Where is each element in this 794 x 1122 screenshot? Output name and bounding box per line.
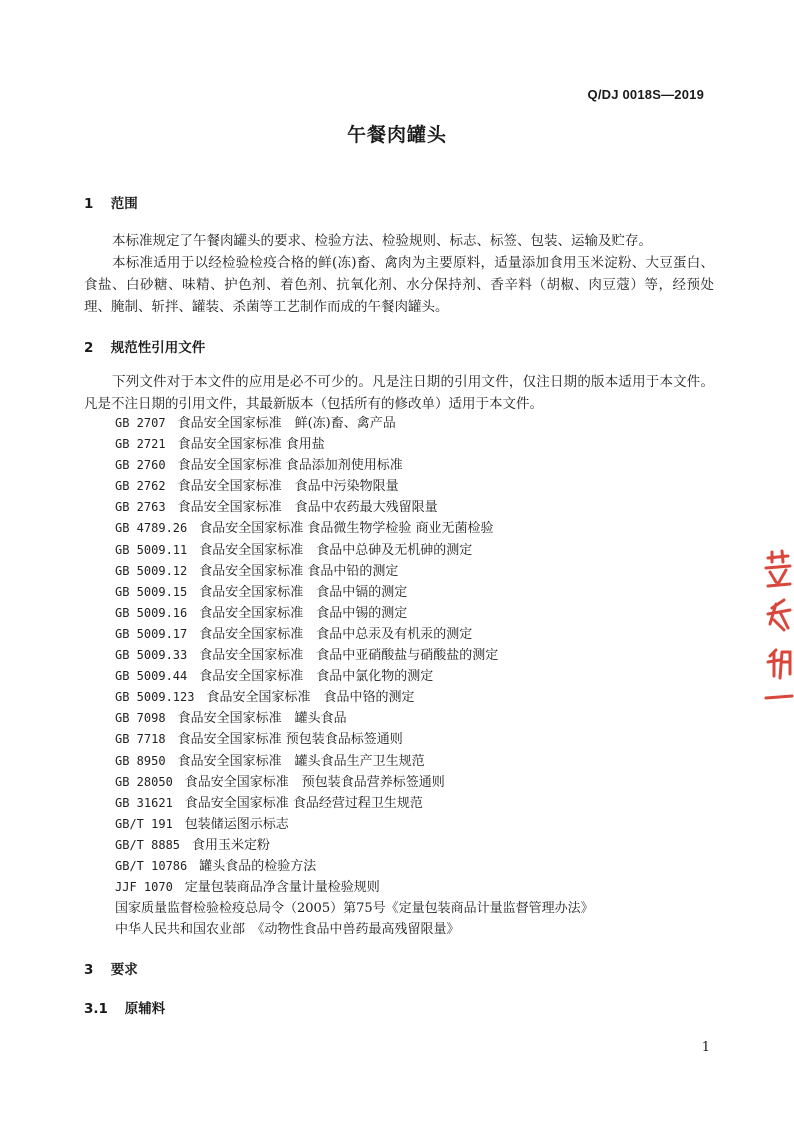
reference-item	[115, 877, 594, 898]
reference-title: 食品安全国家标准 食品中铅的测定	[199, 563, 399, 579]
reference-item	[115, 540, 594, 561]
reference-code: GB 5009.12	[115, 563, 188, 578]
reference-item	[115, 729, 594, 750]
reference-code: GB/T 10786	[115, 858, 188, 873]
reference-code: GB 2763	[115, 500, 166, 515]
reference-title: 罐头食品的检验方法	[199, 858, 317, 874]
section-title: 要求	[110, 962, 138, 978]
reference-item	[115, 772, 594, 793]
reference-code: GB 2721	[115, 437, 166, 452]
reference-title: 中华人民共和国农业部 《动物性食品中兽药最高残留限量》	[115, 922, 460, 938]
reference-item	[115, 624, 594, 645]
reference-title: 食品安全国家标准 食品中氯化物的测定	[199, 669, 434, 685]
reference-item	[115, 413, 594, 434]
reference-code: GB/T 191	[115, 816, 173, 831]
reference-code: GB 2762	[115, 479, 166, 494]
reference-item	[115, 476, 594, 497]
reference-title: 食品安全国家标准 预包装食品营养标签通则	[184, 774, 445, 790]
scope-paragraph-1: 本标准规定了午餐肉罐头的要求、检验方法、检验规则、标志、标签、包装、运输及贮存。	[112, 233, 652, 249]
reference-code: GB 28050	[115, 774, 173, 789]
reference-title: 食品安全国家标准 食品中总砷及无机砷的测定	[199, 542, 473, 558]
section-number: 1	[84, 196, 94, 212]
reference-title: 食品安全国家标准 食品中农药最大残留限量	[177, 500, 438, 516]
reference-title: 食用玉米定粉	[192, 837, 271, 853]
reference-item	[115, 645, 594, 666]
reference-code: GB 7098	[115, 711, 166, 726]
reference-code: GB 31621	[115, 795, 173, 810]
reference-title: 国家质量监督检验检疫总局令（2005）第75号《定量包装商品计量监督管理办法》	[115, 901, 594, 917]
section-heading-requirements	[84, 958, 138, 978]
reference-item	[115, 561, 594, 582]
reference-title: 食品安全国家标准 食品中铬的测定	[206, 690, 415, 706]
reference-item	[115, 666, 594, 687]
reference-code: GB 5009.44	[115, 669, 188, 684]
section-number: 2	[84, 340, 94, 356]
reference-item	[115, 856, 594, 877]
reference-title: 食品安全国家标准 食用盐	[177, 437, 325, 453]
scope-paragraph-2: 本标准适用于以经检验检疫合格的鲜(冻)畜、禽肉为主要原料，适量添加食用玉米淀粉、大豆蛋白、食盐、白砂糖、味精、护色剂、着色剂、抗氧化剂、水分保持剂、香辛料（胡椒、肉豆蔻）等，经预处理、腌制、斩拌、罐装、杀菌等工艺制作而成的午餐肉罐头。	[84, 255, 714, 315]
standard-code: Q/DJ 0018S—2019	[587, 87, 704, 102]
section-title: 规范性引用文件	[110, 340, 206, 356]
reference-code: GB 5009.17	[115, 626, 188, 641]
reference-title: 包装储运图示标志	[184, 816, 289, 832]
section-number: 3	[84, 962, 94, 978]
section-heading-references	[84, 336, 205, 356]
reference-title: 食品安全国家标准 罐头食品生产卫生规范	[177, 753, 425, 769]
reference-code: GB 4789.26	[115, 521, 188, 536]
section-heading-raw-materials	[84, 997, 165, 1017]
references-intro: 下列文件对于本文件的应用是必不可少的。凡是注日期的引用文件，仅注日期的版本适用于本文件。凡是不注日期的引用文件，其最新版本（包括所有的修改单）适用于本文件。	[84, 374, 714, 412]
reference-item	[115, 835, 594, 856]
reference-title: 定量包装商品净含量计量检验规则	[184, 880, 380, 896]
page-number: 1	[701, 1040, 710, 1055]
reference-title: 食品安全国家标准 食品中总汞及有机汞的测定	[199, 626, 473, 642]
section-number: 3.1	[84, 1001, 108, 1017]
reference-item	[115, 814, 594, 835]
reference-code: GB 5009.123	[115, 690, 195, 705]
reference-item	[115, 687, 594, 708]
document-title: 午餐肉罐头	[346, 124, 447, 146]
reference-code: GB 8950	[115, 753, 166, 768]
reference-code: GB 2760	[115, 458, 166, 473]
red-seal-stamp	[762, 548, 794, 718]
reference-title: 食品安全国家标准 食品微生物学检验 商业无菌检验	[199, 521, 494, 537]
section-title: 原辅料	[124, 1001, 166, 1017]
reference-code: GB 5009.33	[115, 648, 188, 663]
reference-item	[115, 919, 594, 940]
reference-item	[115, 751, 594, 772]
reference-item	[115, 497, 594, 518]
reference-title: 食品安全国家标准 食品中污染物限量	[177, 479, 399, 495]
reference-title: 食品安全国家标准 食品经营过程卫生规范	[184, 795, 423, 811]
reference-code: GB 2707	[115, 416, 166, 430]
reference-title: 食品安全国家标准 食品中锡的测定	[199, 605, 408, 621]
reference-code: GB 5009.15	[115, 584, 188, 599]
reference-title: 食品安全国家标准 食品中镉的测定	[199, 584, 408, 600]
reference-item	[115, 898, 594, 919]
reference-list	[115, 413, 594, 940]
reference-title: 食品安全国家标准 鲜(冻)畜、禽产品	[177, 416, 396, 431]
reference-item	[115, 455, 594, 476]
reference-title: 食品安全国家标准 食品中亚硝酸盐与硝酸盐的测定	[199, 648, 499, 664]
reference-title: 食品安全国家标准 罐头食品	[177, 711, 347, 727]
section-heading-scope	[84, 192, 138, 212]
reference-code: GB 5009.11	[115, 542, 188, 557]
reference-item	[115, 793, 594, 814]
reference-code: GB 5009.16	[115, 605, 188, 620]
reference-item	[115, 708, 594, 729]
reference-item	[115, 518, 594, 539]
reference-item	[115, 434, 594, 455]
reference-code: GB 7718	[115, 732, 166, 747]
reference-title: 食品安全国家标准 食品添加剂使用标准	[177, 458, 403, 474]
reference-item	[115, 603, 594, 624]
reference-title: 食品安全国家标准 预包装食品标签通则	[177, 732, 403, 748]
section-title: 范围	[110, 196, 138, 212]
reference-item	[115, 582, 594, 603]
reference-code: JJF 1070	[115, 880, 173, 895]
reference-code: GB/T 8885	[115, 837, 181, 852]
